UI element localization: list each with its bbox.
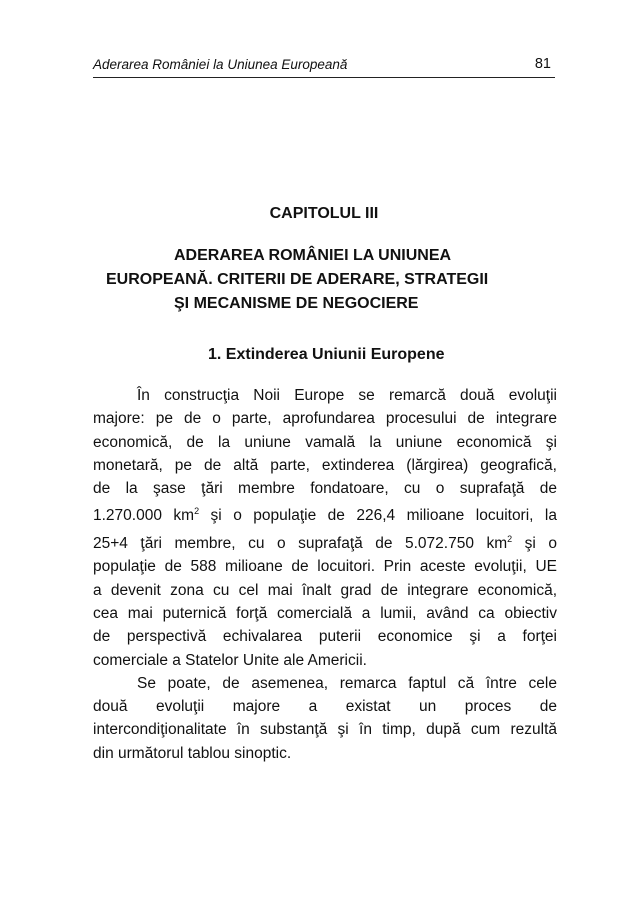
chapter-title-line: ŞI MECANISME DE NEGOCIERE <box>174 295 419 312</box>
text-line: comerciale a Statelor Unite ale Americii. <box>93 651 367 669</box>
text-line: de la şase ţări membre fondatoare, cu o suprafaţă de <box>93 480 557 498</box>
page-number: 81 <box>534 56 551 72</box>
text-line: de perspectivă echivalarea puterii economice şi a forţei <box>93 628 557 646</box>
body-text <box>93 384 557 765</box>
superscript: 2 <box>507 533 513 544</box>
text-line: majore: pe de o parte, aprofundarea procesului de integrare <box>93 410 557 428</box>
superscript: 2 <box>194 506 200 517</box>
chapter-label: CAPITOLUL III <box>269 205 379 222</box>
text-line: Se poate, de asemenea, remarca faptul că între cele <box>137 674 557 692</box>
text-fragment: 1.270.000 km <box>93 507 195 525</box>
chapter-title <box>88 244 558 316</box>
running-header-title: Aderarea României la Uniunea Europeană <box>93 57 348 72</box>
text-line: intercondiţionalitate în substanţă şi în timp, după cum rezultă <box>93 721 557 739</box>
section-title: 1. Extinderea Uniunii Europene <box>208 346 445 363</box>
text-line: a devenit zona cu cel mai înalt grad de integrare economică, <box>93 581 557 599</box>
paragraph <box>93 384 557 672</box>
text-line: monetară, pe de altă parte, extinderea (lărgirea) geografică, <box>93 456 557 474</box>
chapter-title-line: EUROPEANĂ. CRITERII DE ADERARE, STRATEGII <box>106 271 489 288</box>
text-line <box>93 528 557 555</box>
text-line: din următorul tablou sinoptic. <box>93 744 292 762</box>
text-line: În construcţia Noii Europe se remarcă două evoluţii <box>137 387 557 404</box>
text-fragment: şi o populaţie de 226,4 milioane locuitori, la <box>199 507 557 525</box>
running-header <box>93 55 555 78</box>
chapter-title-line: ADERAREA ROMÂNIEI LA UNIUNEA <box>174 247 452 264</box>
text-line: cea mai puternică forţă comercială a lumii, având ca obiectiv <box>93 604 557 622</box>
text-fragment: 25+4 ţări membre, cu o suprafaţă de 5.072.750 km <box>93 535 508 553</box>
text-line: populaţie de 588 milioane de locuitori. Prin aceste evoluţii, UE <box>93 558 557 576</box>
text-line <box>93 500 557 527</box>
text-fragment: şi o <box>512 535 557 553</box>
text-line: două evoluţii majore a existat un proces de <box>93 698 557 716</box>
text-line: economică, de la uniune vamală la uniune economică şi <box>93 433 557 451</box>
paragraph <box>93 672 557 765</box>
